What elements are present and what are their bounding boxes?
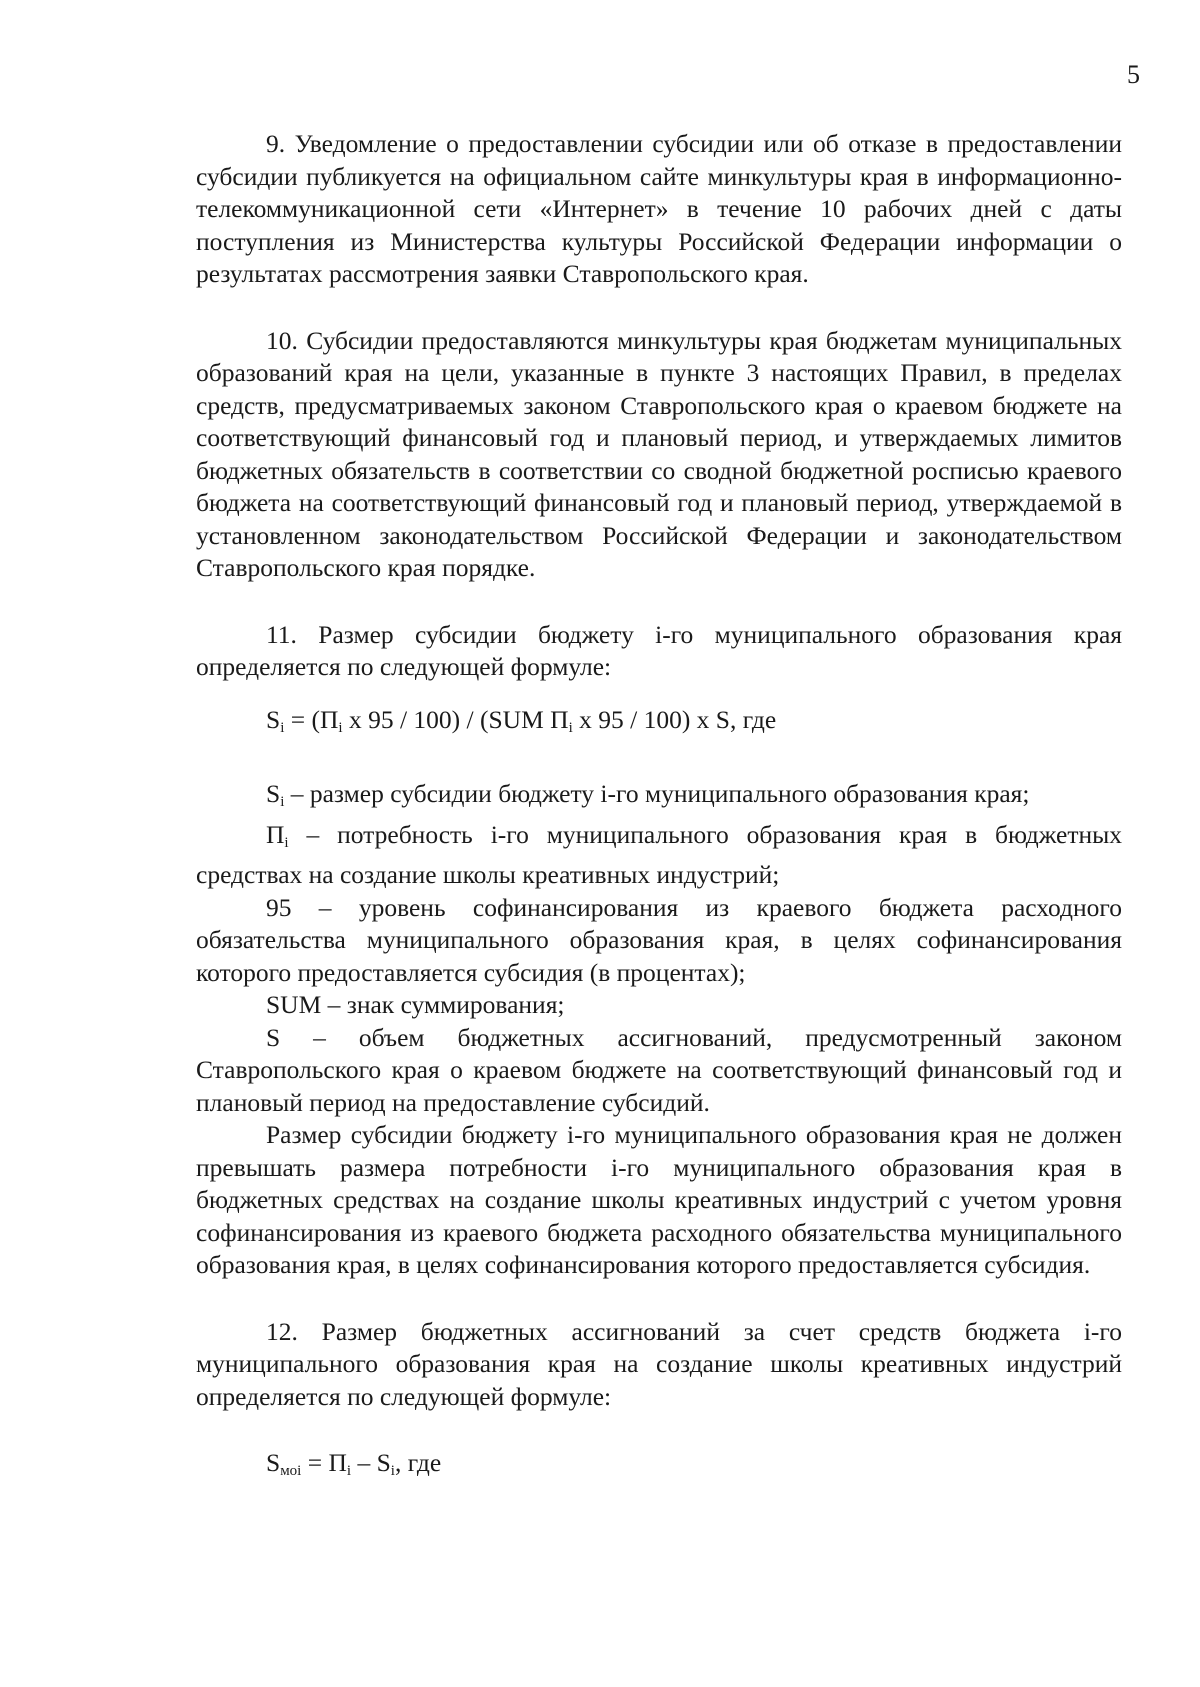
- spacer: [196, 1282, 1122, 1316]
- def-si-text: – размер субсидии бюджету i-го муниципального образования края;: [284, 779, 1030, 808]
- formula-s: S: [266, 704, 281, 734]
- formula-part1: x 95 / 100) / (SUM: [342, 704, 551, 734]
- formula-p: П: [319, 704, 339, 734]
- spacer: [196, 684, 1122, 704]
- formula-p: П: [550, 704, 569, 734]
- spacer: [196, 291, 1122, 325]
- formula-eq: =: [301, 1448, 329, 1477]
- formula-sub-moi: мoi: [280, 1463, 302, 1479]
- def-sub-i: i: [284, 834, 289, 851]
- formula-s: S: [266, 1448, 281, 1477]
- spacer: [196, 1413, 1122, 1447]
- cofinancing-formula: [196, 1447, 1122, 1488]
- spacer: [196, 585, 1122, 619]
- formula-sub-i: i: [338, 719, 343, 736]
- section-9-paragraph: 9. Уведомление о предоставлении субсидии или об отказе в предоставлении субсидии публикуется на официальном сайте минкультуры края в информационно-телекоммуникационной сети «Интернет» в течение 10 рабочих дней с даты поступления из Министерства культуры Российской Федерации информации о результатах рассмотрения заявки Ставропольского края.: [196, 129, 1122, 288]
- formula-sub-i: i: [280, 719, 285, 736]
- def-s-symbol: S: [266, 779, 281, 808]
- formula-tail: , где: [394, 1448, 442, 1477]
- def-pi-text: – потребность i-го муниципального образования края в бюджетных средствах на создание школы креативных индустрий;: [196, 819, 1122, 889]
- formula-eq: = (: [284, 704, 320, 734]
- def-p-symbol: П: [266, 819, 285, 849]
- spacer: [196, 744, 1122, 778]
- formula-part2: x 95 / 100) x S, где: [572, 704, 777, 734]
- section-10-paragraph: 10. Субсидии предоставляются минкультуры края бюджетам муниципальных образований края на цели, указанные в пункте 3 настоящих Правил, в пределах средств, предусматриваемых законом Ставропольского края о краевом бюджете на соответствующий финансовый год и плановый период, и утверждаемых лимитов бюджетных обязательств в соответствии со сводной бюджетной росписью краевого бюджета на соответствующий финансовый год и плановый период, утверждаемой в установленном законодательством Российской Федерации и законодательством Ставропольского края порядке.: [196, 325, 1122, 582]
- section-12-intro: 12. Размер бюджетных ассигнований за счет средств бюджета i-го муниципального образования края на создание школы креативных индустрий определяется по следующей формуле:: [196, 1316, 1122, 1411]
- page-number: 5: [1127, 60, 1140, 89]
- document-body: [196, 128, 1122, 1488]
- formula-sub-i: i: [346, 1463, 352, 1479]
- definition-sum: SUM – знак суммирования;: [266, 990, 565, 1019]
- section-11-intro: 11. Размер субсидии бюджету i-го муниципального образования края определяется по следующей формуле:: [196, 619, 1122, 681]
- def-sub-i: i: [280, 794, 285, 810]
- subsidy-formula: [196, 704, 1122, 745]
- formula-p: П: [328, 1448, 347, 1477]
- formula-sub-i: i: [390, 1463, 395, 1479]
- formula-sub-i: i: [568, 719, 573, 736]
- formula-s: S: [376, 1448, 391, 1477]
- definition-s: S – объем бюджетных ассигнований, предусмотренный законом Ставропольского края о краевом бюджете на соответствующий финансовый год и плановый период на предоставление субсидий.: [196, 1022, 1122, 1117]
- definition-pi: [196, 819, 1122, 892]
- subsidy-limit-paragraph: Размер субсидии бюджету i-го муниципального образования края не должен превышать размера потребности i-го муниципального образования края в бюджетных средствах на создание школы креативных индустрий с учетом уровня софинансирования из краевого бюджета расходного обязательства муниципального образования края, в целях софинансирования которого предоставляется субсидия.: [196, 1120, 1122, 1279]
- formula-minus: –: [351, 1448, 377, 1477]
- definition-95: 95 – уровень софинансирования из краевого бюджета расходного обязательства муниципального образования края, в целях софинансирования которого предоставляется субсидия (в процентах);: [196, 892, 1122, 987]
- definition-si: [196, 778, 1122, 819]
